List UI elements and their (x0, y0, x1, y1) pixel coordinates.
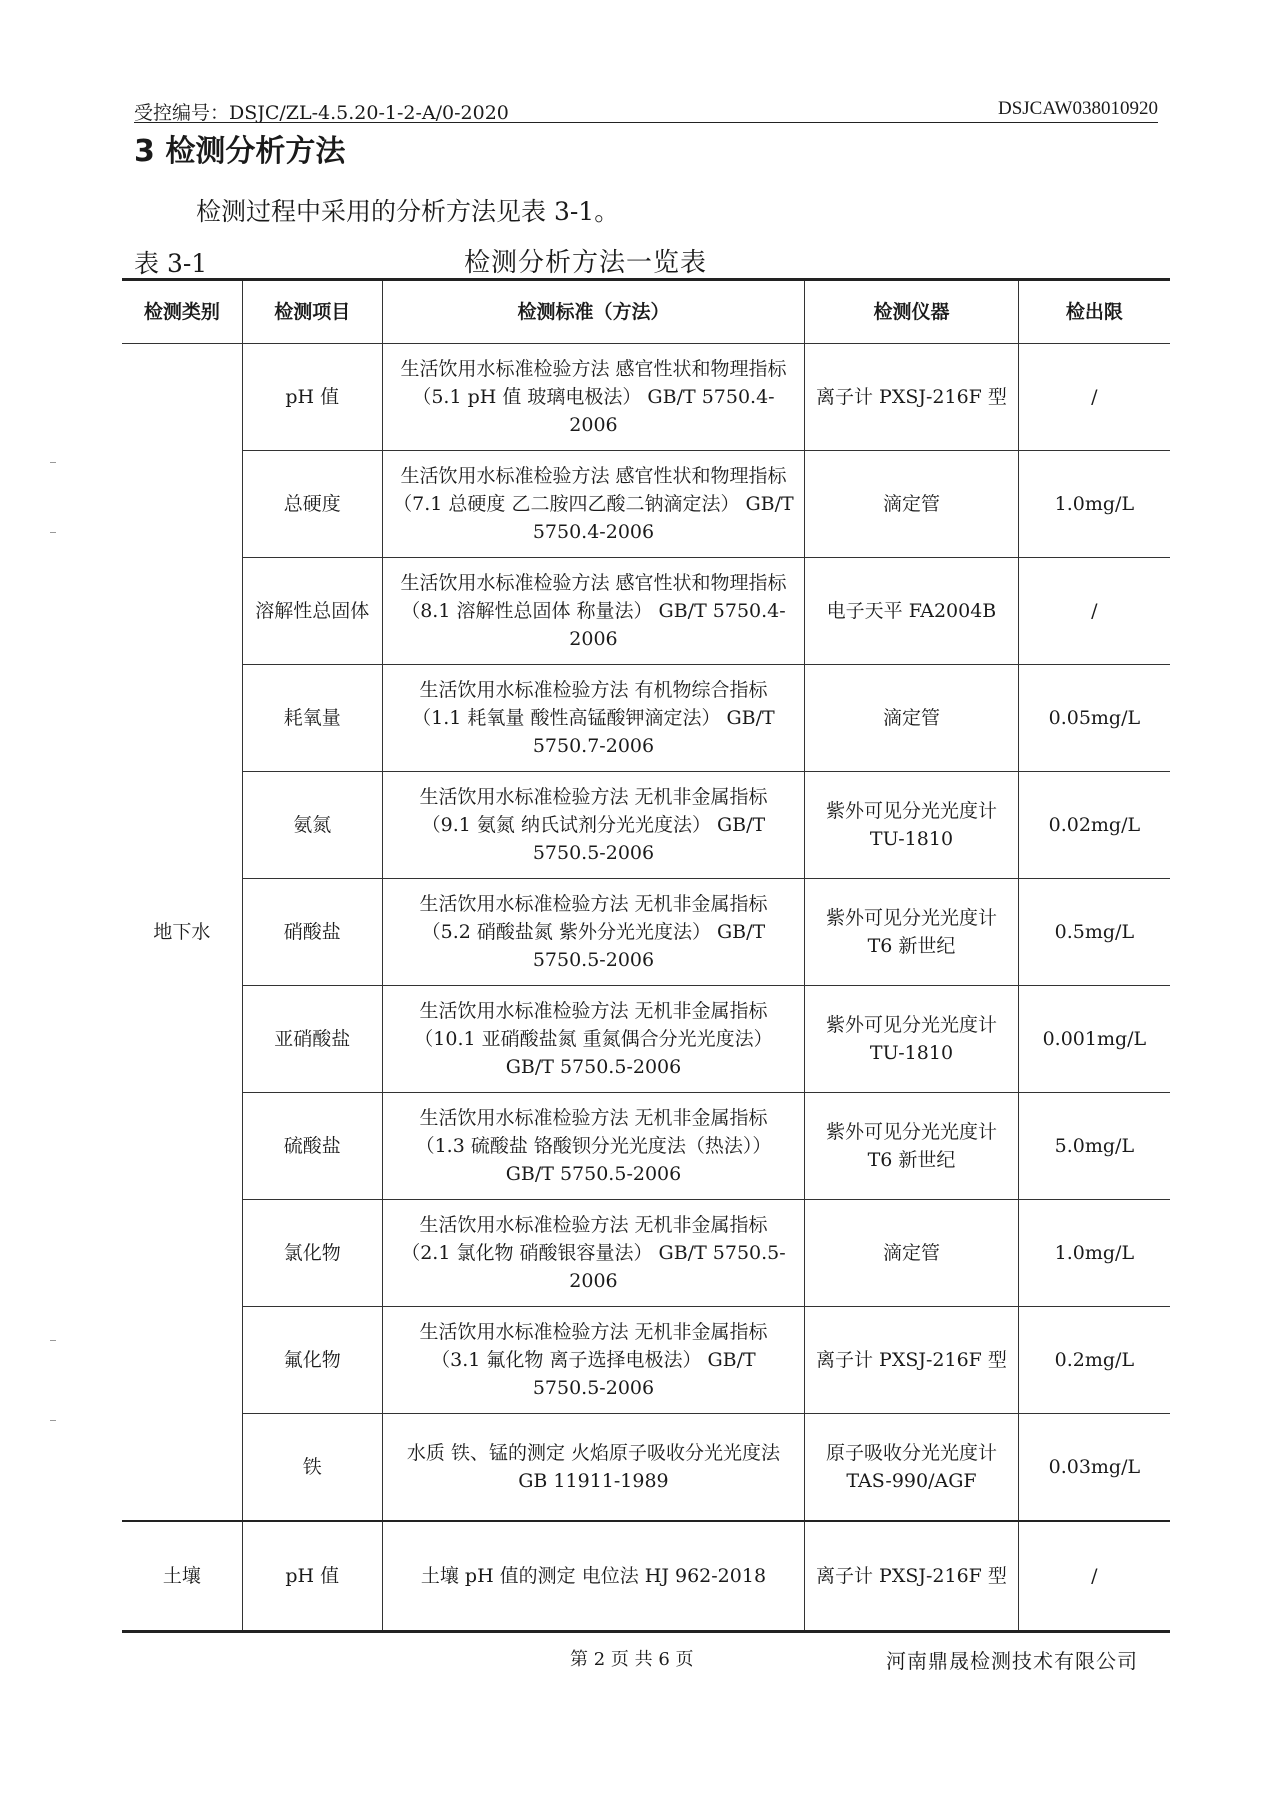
limit-cell: 5.0mg/L (1018, 1093, 1170, 1200)
instrument-cell: 滴定管 (805, 1200, 1019, 1307)
standard-cell: 土壤 pH 值的测定 电位法 HJ 962-2018 (382, 1521, 804, 1632)
table-label: 表 3-1 (134, 249, 208, 278)
methods-table (122, 278, 1170, 1633)
category-cell: 地下水 (122, 344, 242, 1522)
item-cell: 耗氧量 (242, 665, 382, 772)
table-row (122, 1200, 1170, 1307)
table-row (122, 665, 1170, 772)
item-cell: 铁 (242, 1414, 382, 1522)
scan-mark (50, 1340, 56, 1341)
instrument-cell: 离子计 PXSJ-216F 型 (805, 344, 1019, 451)
standard-cell: 生活饮用水标准检验方法 感官性状和物理指标 （7.1 总硬度 乙二胺四乙酸二钠滴定法） GB/T 5750.4-2006 (382, 451, 804, 558)
item-cell: pH 值 (242, 1521, 382, 1632)
item-cell: 硝酸盐 (242, 879, 382, 986)
standard-cell: 生活饮用水标准检验方法 无机非金属指标 （3.1 氟化物 离子选择电极法） GB/T 5750.5-2006 (382, 1307, 804, 1414)
item-cell: 总硬度 (242, 451, 382, 558)
instrument-cell: 原子吸收分光光度计 TAS-990/AGF (805, 1414, 1019, 1522)
page-number: 第 2 页 共 6 页 (570, 1649, 694, 1670)
category-cell: 土壤 (122, 1521, 242, 1632)
limit-cell: 0.001mg/L (1018, 986, 1170, 1093)
table-row (122, 1307, 1170, 1414)
company-name: 河南鼎晟检测技术有限公司 (886, 1649, 1138, 1673)
standard-cell: 生活饮用水标准检验方法 感官性状和物理指标 （8.1 溶解性总固体 称量法） GB/T 5750.4-2006 (382, 558, 804, 665)
instrument-cell: 紫外可见分光光度计 TU-1810 (805, 986, 1019, 1093)
instrument-cell: 离子计 PXSJ-216F 型 (805, 1307, 1019, 1414)
instrument-cell: 紫外可见分光光度计 T6 新世纪 (805, 879, 1019, 986)
item-cell: 氯化物 (242, 1200, 382, 1307)
standard-cell: 生活饮用水标准检验方法 感官性状和物理指标 （5.1 pH 值 玻璃电极法） GB/T 5750.4-2006 (382, 344, 804, 451)
limit-cell: 0.05mg/L (1018, 665, 1170, 772)
table-row (122, 558, 1170, 665)
instrument-cell: 离子计 PXSJ-216F 型 (805, 1521, 1019, 1632)
header-standard: 检测标准（方法） (382, 280, 804, 344)
page-header (134, 94, 1158, 123)
limit-cell: 0.02mg/L (1018, 772, 1170, 879)
section-title: 3 检测分析方法 (134, 134, 346, 169)
item-cell: 硫酸盐 (242, 1093, 382, 1200)
standard-cell: 生活饮用水标准检验方法 无机非金属指标 （9.1 氨氮 纳氏试剂分光光度法） GB/T 5750.5-2006 (382, 772, 804, 879)
standard-cell: 生活饮用水标准检验方法 有机物综合指标 （1.1 耗氧量 酸性高锰酸钾滴定法） GB/T 5750.7-2006 (382, 665, 804, 772)
table-header-row (122, 280, 1170, 344)
limit-cell: 1.0mg/L (1018, 451, 1170, 558)
table-row (122, 986, 1170, 1093)
table-row (122, 344, 1170, 451)
scan-mark (50, 532, 56, 533)
limit-cell: / (1018, 1521, 1170, 1632)
limit-cell: 0.5mg/L (1018, 879, 1170, 986)
instrument-cell: 电子天平 FA2004B (805, 558, 1019, 665)
item-cell: 溶解性总固体 (242, 558, 382, 665)
item-cell: 氟化物 (242, 1307, 382, 1414)
header-item: 检测项目 (242, 280, 382, 344)
standard-cell: 生活饮用水标准检验方法 无机非金属指标 （1.3 硫酸盐 铬酸钡分光光度法（热法）） GB/T 5750.5-2006 (382, 1093, 804, 1200)
intro-text: 检测过程中采用的分析方法见表 3-1。 (196, 197, 620, 226)
table-row (122, 1521, 1170, 1632)
limit-cell: 0.2mg/L (1018, 1307, 1170, 1414)
instrument-cell: 滴定管 (805, 665, 1019, 772)
limit-cell: 1.0mg/L (1018, 1200, 1170, 1307)
standard-cell: 水质 铁、锰的测定 火焰原子吸收分光光度法 GB 11911-1989 (382, 1414, 804, 1522)
header-instrument: 检测仪器 (805, 280, 1019, 344)
instrument-cell: 紫外可见分光光度计 TU-1810 (805, 772, 1019, 879)
table-row (122, 1093, 1170, 1200)
item-cell: pH 值 (242, 344, 382, 451)
instrument-cell: 滴定管 (805, 451, 1019, 558)
control-number: 受控编号：DSJC/ZL-4.5.20-1-2-A/0-2020 (134, 102, 509, 124)
scan-mark (50, 462, 56, 463)
standard-cell: 生活饮用水标准检验方法 无机非金属指标 （5.2 硝酸盐氮 紫外分光光度法） GB/T 5750.5-2006 (382, 879, 804, 986)
item-cell: 亚硝酸盐 (242, 986, 382, 1093)
table-row (122, 879, 1170, 986)
standard-cell: 生活饮用水标准检验方法 无机非金属指标 （2.1 氯化物 硝酸银容量法） GB/T 5750.5-2006 (382, 1200, 804, 1307)
table-row (122, 1414, 1170, 1522)
limit-cell: / (1018, 344, 1170, 451)
table-title: 检测分析方法一览表 (464, 248, 708, 278)
report-number: DSJCAW038010920 (998, 98, 1158, 119)
instrument-cell: 紫外可见分光光度计 T6 新世纪 (805, 1093, 1019, 1200)
limit-cell: 0.03mg/L (1018, 1414, 1170, 1522)
header-category: 检测类别 (122, 280, 242, 344)
table-row (122, 451, 1170, 558)
table-row (122, 772, 1170, 879)
standard-cell: 生活饮用水标准检验方法 无机非金属指标 （10.1 亚硝酸盐氮 重氮偶合分光光度法） GB/T 5750.5-2006 (382, 986, 804, 1093)
header-limit: 检出限 (1018, 280, 1170, 344)
scan-mark (50, 1420, 56, 1421)
item-cell: 氨氮 (242, 772, 382, 879)
limit-cell: / (1018, 558, 1170, 665)
